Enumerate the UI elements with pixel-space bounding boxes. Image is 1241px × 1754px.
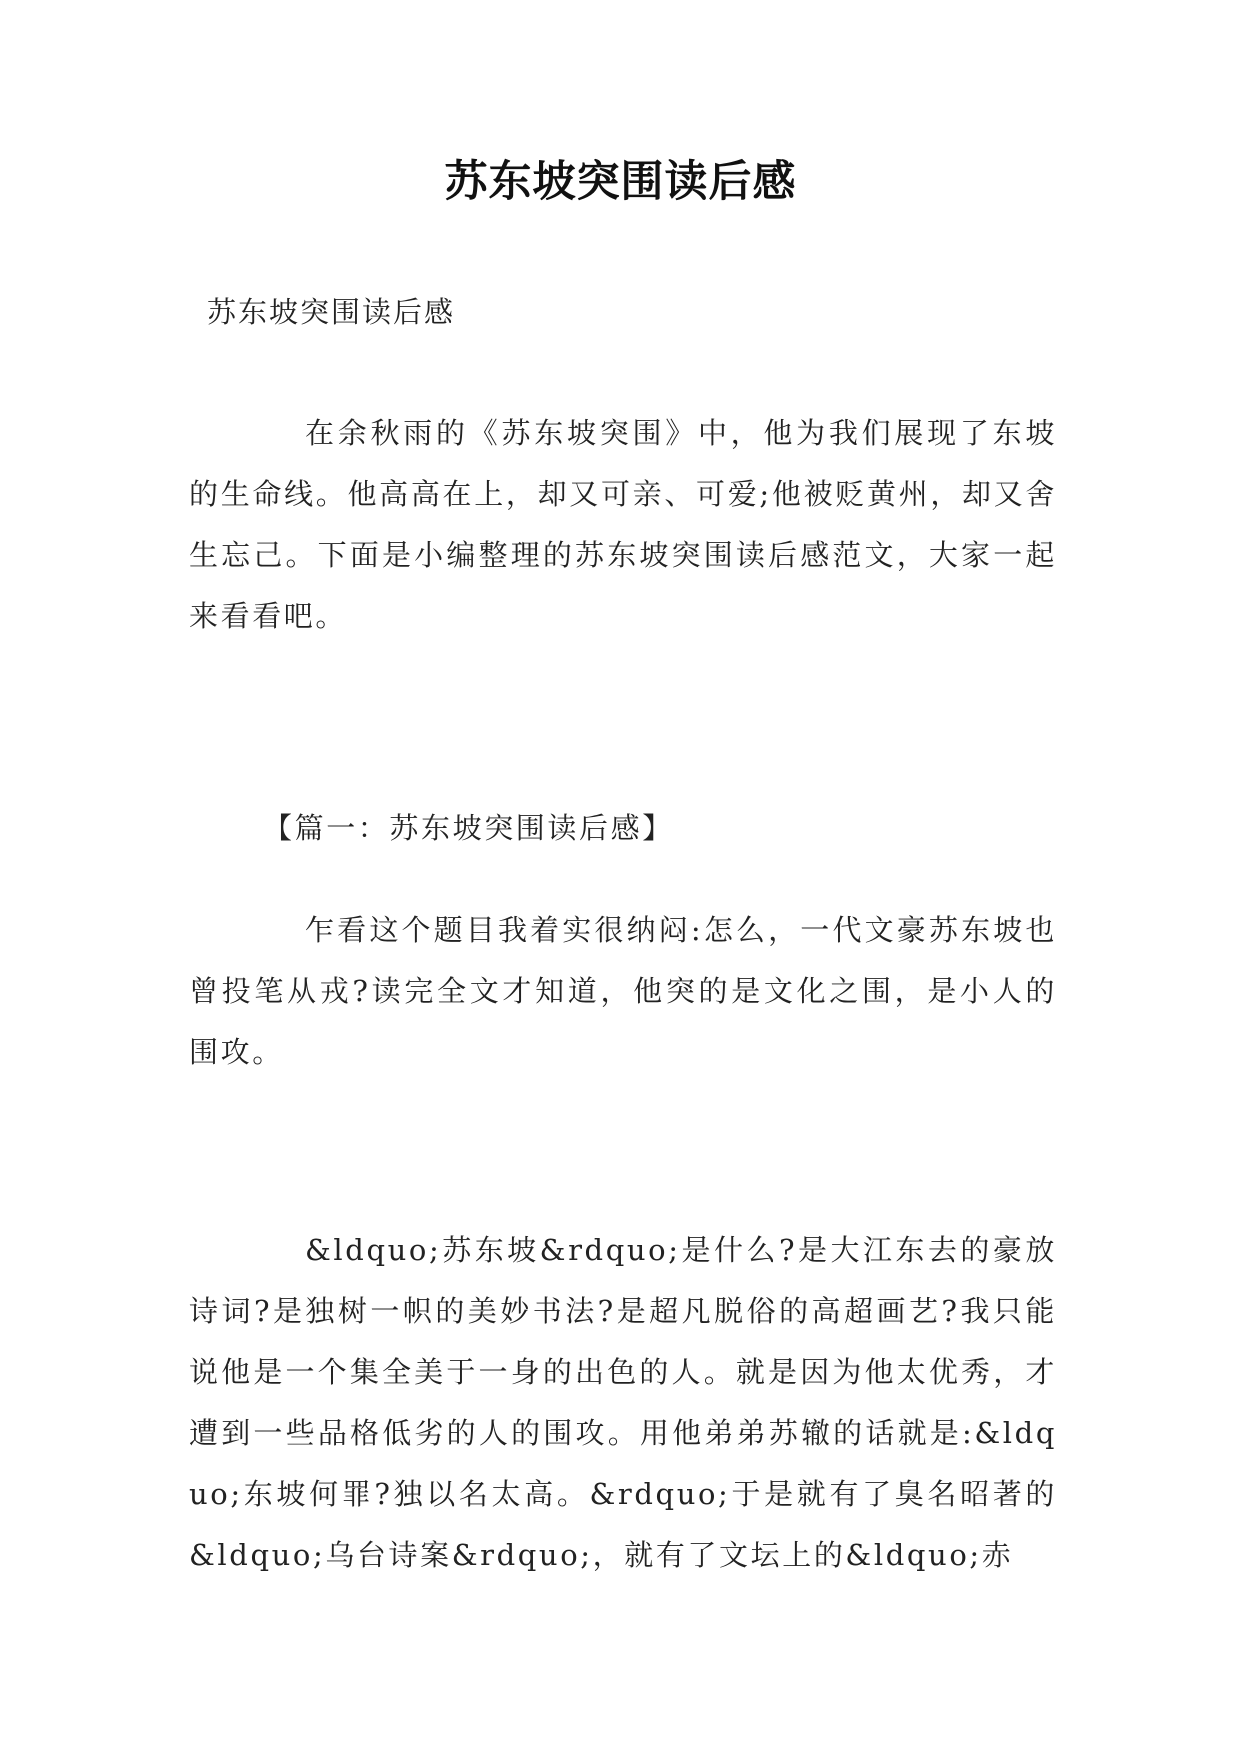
intro-paragraph: 在余秋雨的《苏东坡突围》中，他为我们展现了东坡的生命线。他高高在上，却又可亲、可爱;他被贬黄州，却又舍生忘己。下面是小编整理的苏东坡突围读后感范文，大家一起来看看吧。 [189, 416, 1057, 633]
body-paragraph: &ldquo;苏东坡&rdquo;是什么?是大江东去的豪放诗词?是独树一帜的美妙书法?是超凡脱俗的高超画艺?我只能说他是一个集全美于一身的出色的人。就是因为他太优秀，才遭到一些品格低劣的人的围攻。用他弟弟苏辙的话就是:&ldquo;东坡何罪?独以名太高。&rdquo;于是就有了臭名昭著的&ldquo;乌台诗案&rdquo;，就有了文坛上的&ldquo;赤 [189, 1233, 1057, 1572]
document-subtitle: 苏东坡突围读后感 [207, 295, 456, 329]
body-paragraph: 乍看这个题目我着实很纳闷:怎么，一代文豪苏东坡也曾投笔从戎?读完全文才知道，他突的是文化之围，是小人的围攻。 [189, 913, 1057, 1069]
document-title: 苏东坡突围读后感 [444, 157, 797, 207]
section-heading: 【篇一：苏东坡突围读后感】 [263, 811, 674, 845]
